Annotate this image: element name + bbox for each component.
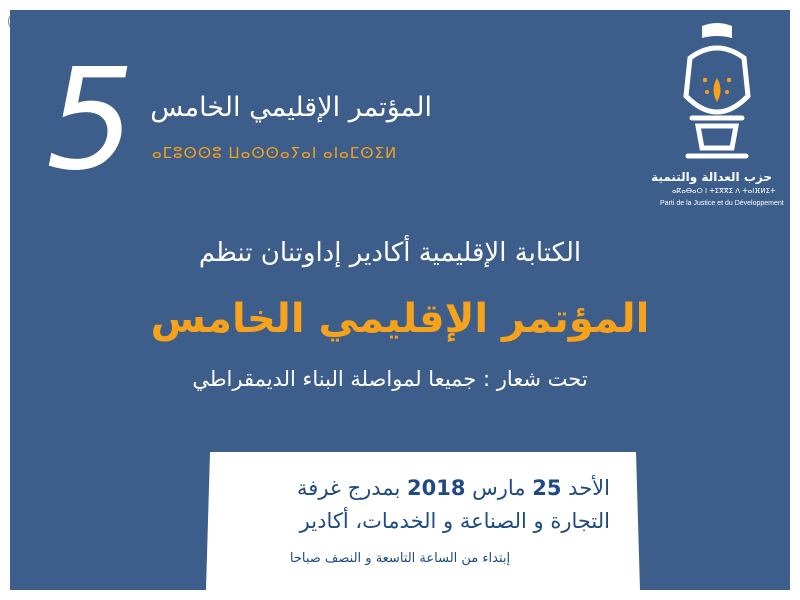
- date-prefix: الأحد: [568, 476, 610, 500]
- date-year: 2018: [406, 476, 466, 500]
- organizer-line: الكتابة الإقليمية أكادير إداوتنان تنظم: [198, 238, 582, 268]
- conference-title-tifinagh: ⴰⵎⵓⵙⵙⵓ ⵡⴰⵙⵙⴰⵢⴰⵏ ⴰⵏⴰⵎⵙⵉⵍ: [152, 144, 398, 162]
- venue-line: التجارة و الصناعة و الخدمات، أكادير: [299, 509, 610, 533]
- conference-title-header: المؤتمر الإقليمي الخامس: [150, 92, 432, 123]
- date-line: [200, 476, 610, 500]
- slogan-line: تحت شعار : جميعا لمواصلة البناء الديمقراطي: [192, 367, 588, 391]
- time-line: إبتداء من الساعة التاسعة و النصف صباحا: [289, 551, 511, 566]
- party-name-french: Parti de la Justice et du Développement: [660, 200, 784, 207]
- date-month: مارس: [472, 476, 526, 500]
- party-name-tifinagh: ⴰⴽⴰⴱⴰⵔ ⵏ ⵜⵉⴳⴳⵉ ⴷ ⵜⴰⵏⴼⵍⵉⵜ: [672, 187, 776, 195]
- event-title: المؤتمر الإقليمي الخامس: [150, 296, 650, 342]
- date-day: 25: [532, 476, 562, 500]
- big-number-five: [42, 56, 152, 186]
- number-five-text: 5: [46, 56, 136, 186]
- venue-intro: بمدرج غرفة: [297, 476, 401, 500]
- party-name-arabic: حزب العدالة والتنمية: [651, 170, 772, 184]
